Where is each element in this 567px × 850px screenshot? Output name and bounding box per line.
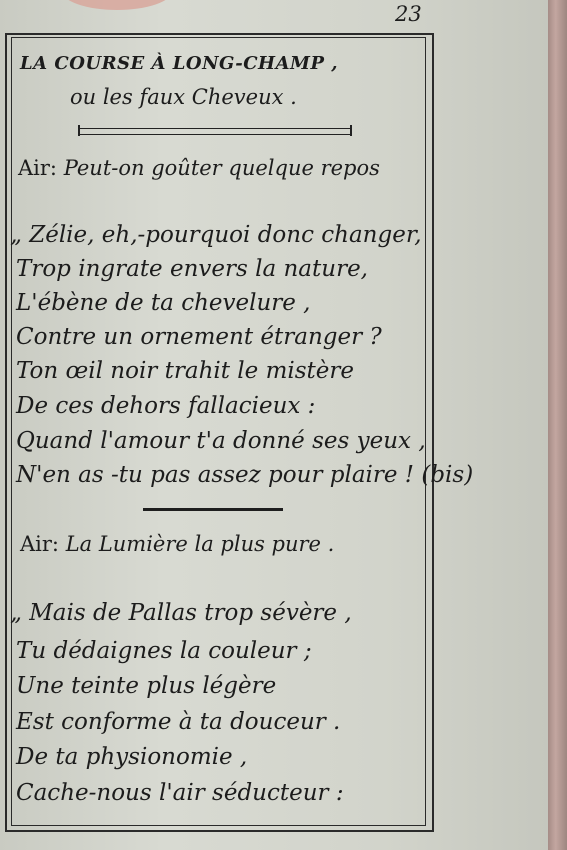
verse-line: De ta physionomie , — [16, 744, 248, 770]
verse-line: Cache-nous l'air séducteur : — [16, 780, 344, 806]
song-title: LA COURSE À LONG-CHAMP , — [20, 53, 339, 74]
verse-line: „ Mais de Pallas trop sévère , — [10, 600, 352, 626]
air-label-2: Air: — [20, 532, 59, 556]
verse-line: Quand l'amour t'a donné ses yeux , — [16, 428, 426, 454]
verse-line: N'en as -tu pas assez pour plaire ! (bis) — [16, 462, 474, 488]
air-name-1: Peut-on goûter quelque repos — [63, 156, 380, 180]
air-heading-2 — [20, 532, 334, 556]
page-number: 23 — [395, 2, 422, 26]
verse-line: Est conforme à ta douceur . — [16, 709, 341, 735]
air-heading-1 — [18, 156, 380, 180]
section-rule — [143, 508, 283, 511]
verse-line: De ces dehors fallacieux : — [16, 393, 316, 419]
air-label-1: Air: — [18, 156, 57, 180]
verse-line: Contre un ornement étranger ? — [16, 324, 382, 350]
verse-line: Ton œil noir trahit le mistère — [16, 358, 354, 384]
song-subtitle: ou les faux Cheveux . — [70, 85, 297, 109]
verse-line: Une teinte plus légère — [16, 673, 277, 699]
verse-line: Tu dédaignes la couleur ; — [16, 638, 312, 664]
verse-line: „ Zélie, eh,-pourquoi donc changer, — [10, 222, 422, 248]
page-edge — [548, 0, 567, 850]
air-name-2: La Lumière la plus pure . — [65, 532, 335, 556]
verse-line: Trop ingrate envers la nature, — [16, 256, 368, 282]
verse-line: L'ébène de ta chevelure , — [16, 290, 311, 316]
title-rule — [80, 128, 350, 135]
